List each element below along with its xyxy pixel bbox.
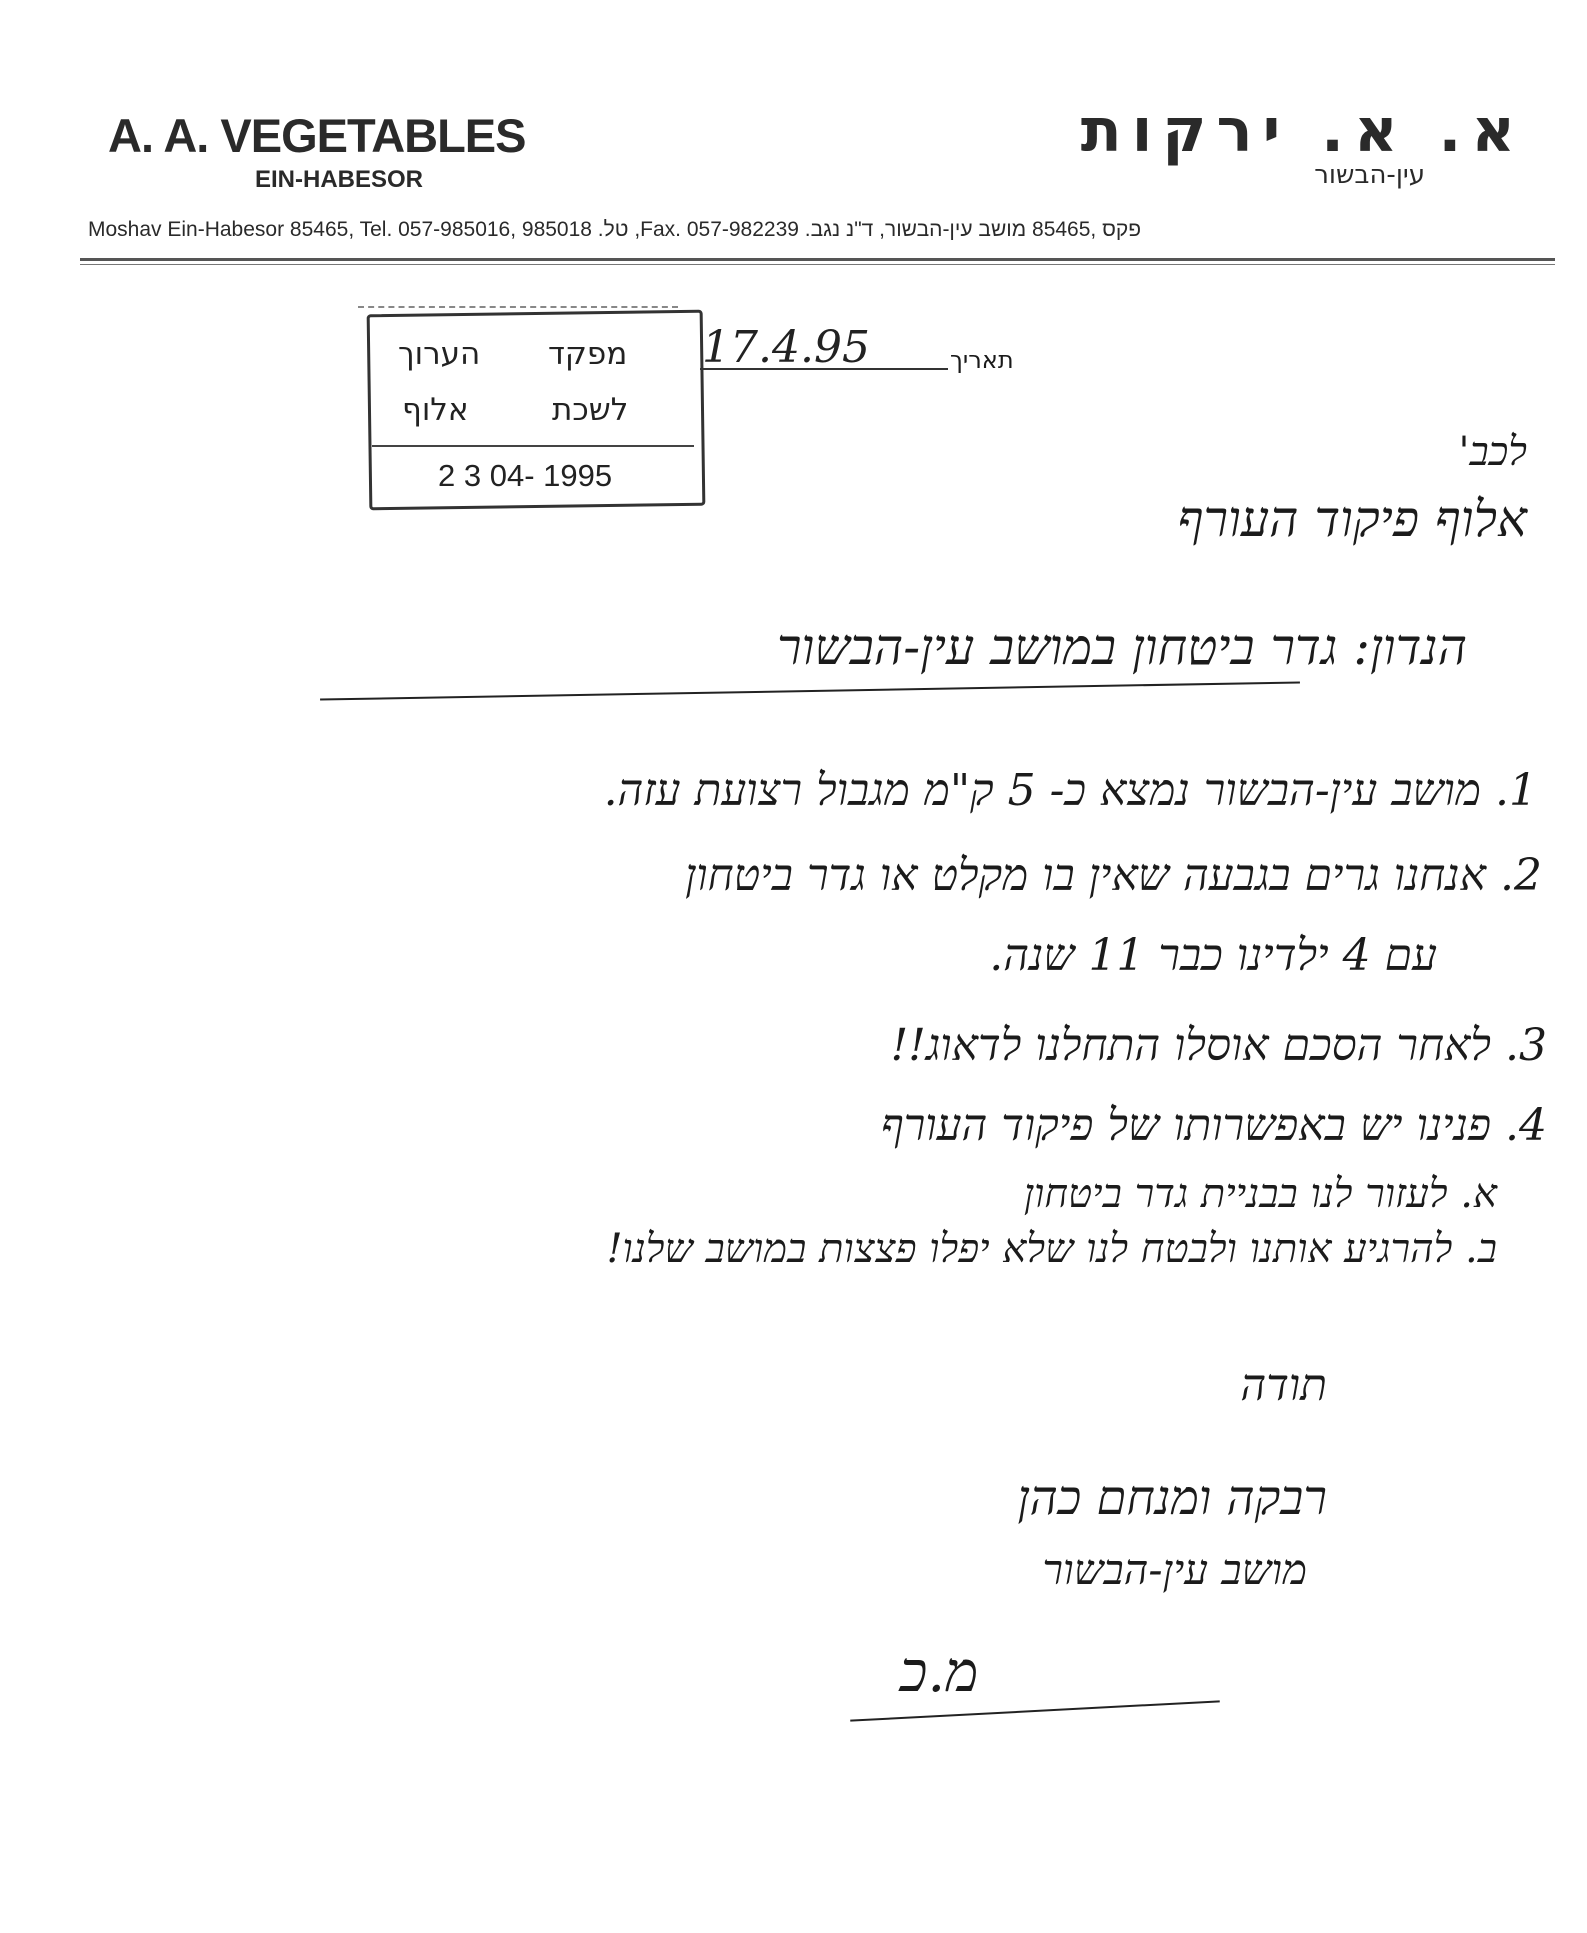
closing-thanks: תודה xyxy=(1240,1360,1327,1411)
company-name-english: A. A. VEGETABLES xyxy=(108,109,526,162)
company-address-line: Moshav Ein-Habesor 85465, Tel. 057-985016, 985018 .טל ,Fax. 057-982239 .פקס ,85465 מושב עין-הבשור, ד"נ נגב xyxy=(88,218,1142,241)
stamp-date: 2 3 04- 1995 xyxy=(438,458,613,493)
stamp-line2-right: אלוף xyxy=(402,392,469,428)
letterhead-divider-thin xyxy=(80,264,1555,265)
letter-subject: הנדון: גדר ביטחון במושב עין-הבשור xyxy=(777,618,1467,676)
stamp-divider xyxy=(372,445,694,447)
stamp-line1-left: מפקד xyxy=(548,336,628,372)
company-name-hebrew: א. א. ירקות xyxy=(1080,96,1525,166)
recipient-title: אלוף פיקוד העורף xyxy=(1177,490,1527,548)
stamp-line1-right: הערוך xyxy=(398,336,481,372)
letter-date-label: תאריך xyxy=(950,346,1014,374)
stamp-top-edge xyxy=(358,286,678,308)
body-item-4a: א. לעזור לנו בבניית גדר ביטחון xyxy=(1023,1171,1497,1217)
body-item-4: 4. פנינו יש באפשרותו של פיקוד העורף xyxy=(880,1100,1547,1151)
body-item-2: 2. אנחנו גרים בגבעה שאין בו מקלט או גדר ביטחון xyxy=(685,850,1542,901)
letterhead-divider xyxy=(80,258,1555,261)
recipient-salutation: לכב' xyxy=(1458,429,1527,475)
body-item-1: 1. מושב עין-הבשור נמצא כ- 5 ק"מ מגבול רצועת עזה. xyxy=(603,765,1537,816)
stamp-line2-left: לשכת xyxy=(552,392,629,428)
signature-place: מושב עין-הבשור xyxy=(1042,1545,1307,1594)
letter-date-value: 17.4.95 xyxy=(702,322,870,373)
signature-names: רבקה ומנחם כהן xyxy=(1017,1470,1327,1526)
body-item-3: 3. לאחר הסכם אוסלו התחלנו לדאוג!! xyxy=(890,1020,1547,1071)
handwritten-signature: מ.כ xyxy=(900,1640,979,1705)
company-location-hebrew: עין-הבשור xyxy=(1314,160,1425,190)
body-item-4b: ב. להרגיע אותנו ולבטח לנו שלא יפלו פצצות במושב שלנו! xyxy=(606,1226,1497,1272)
body-item-2-cont: עם 4 ילדינו כבר 11 שנה. xyxy=(989,930,1437,981)
company-location-english: EIN-HABESOR xyxy=(255,166,424,193)
subject-underline xyxy=(320,681,1300,700)
date-underline xyxy=(700,368,948,370)
